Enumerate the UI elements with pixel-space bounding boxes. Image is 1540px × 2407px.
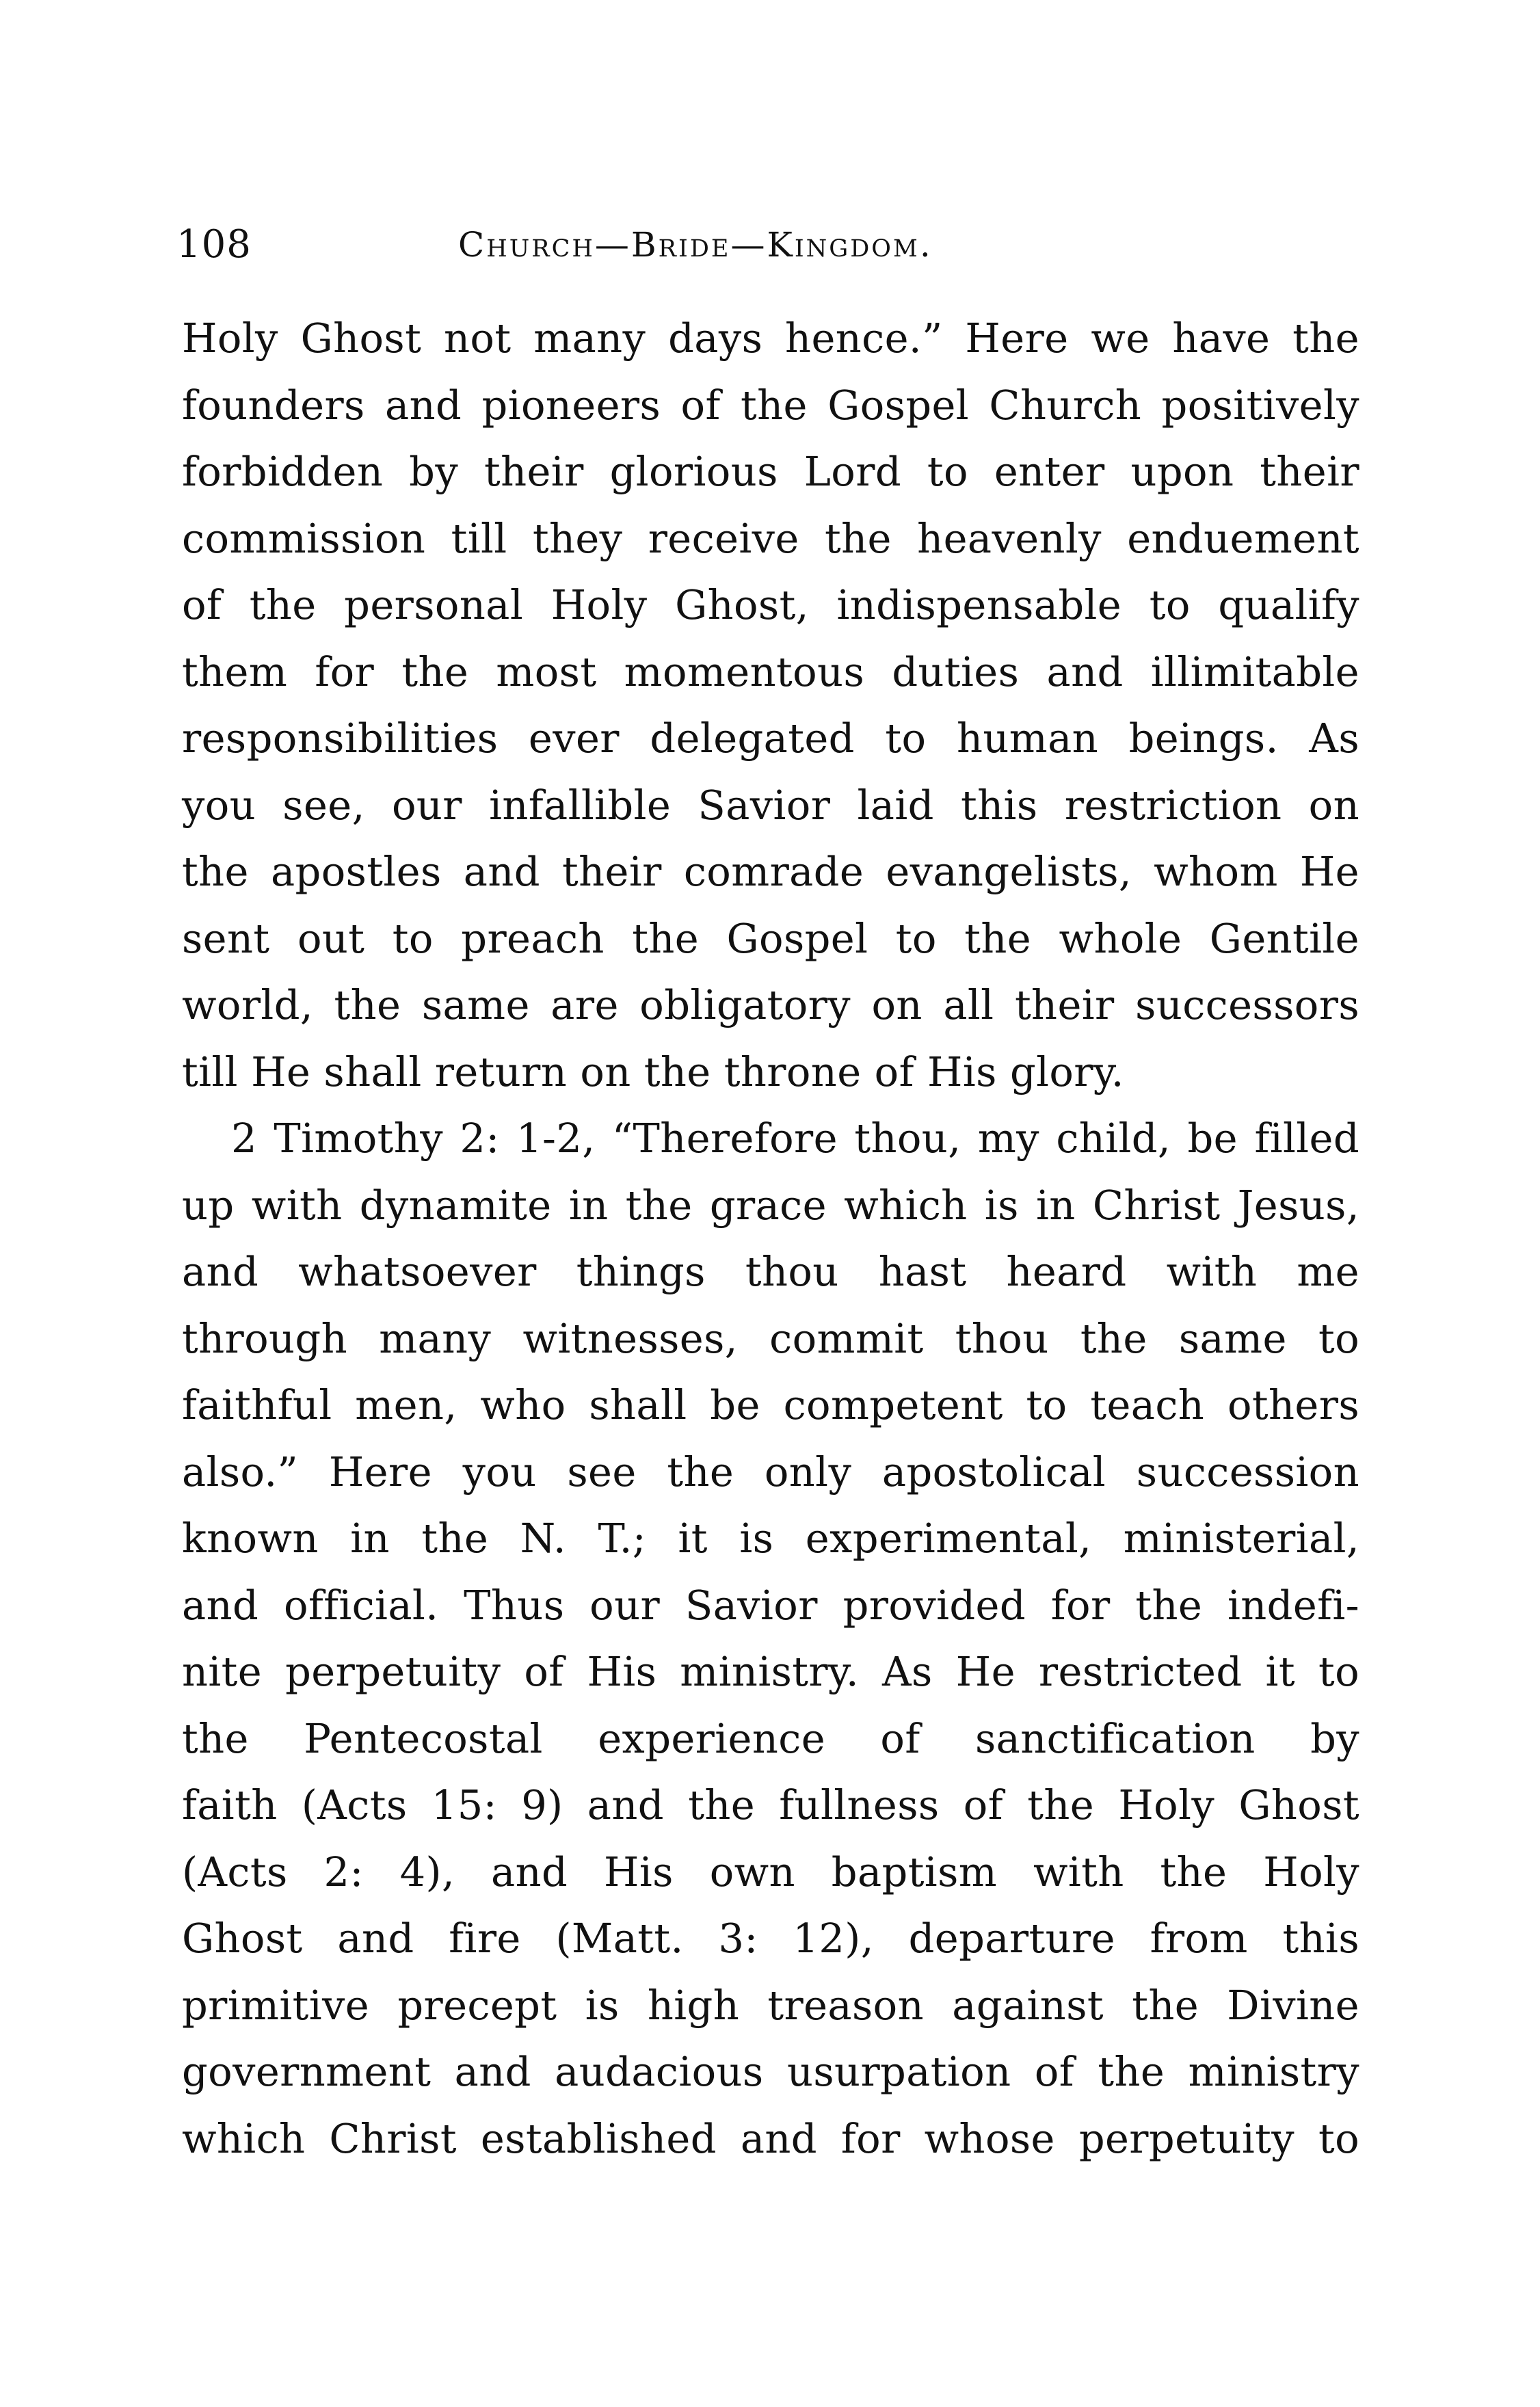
text-line: through many witnesses, commit thou the same to <box>182 1314 1359 1362</box>
text-line: also.” Here you see the only apostolical succession <box>182 1448 1359 1495</box>
text-line: sent out to preach the Gospel to the whole Gentile <box>182 914 1359 962</box>
text-line: up with dynamite in the grace which is in Christ Jesus, <box>182 1181 1359 1229</box>
text-line: (Acts 2: 4), and His own baptism with the Holy <box>182 1848 1359 1896</box>
text-line: responsibilities ever delegated to human beings. As <box>182 715 1359 762</box>
text-line: forbidden by their glorious Lord to enter upon their <box>182 448 1359 495</box>
text-line: them for the most momentous duties and illimitable <box>182 648 1359 695</box>
text-line: founders and pioneers of the Gospel Church positively <box>182 381 1359 429</box>
text-line: you see, our infallible Savior laid this restriction on <box>182 781 1359 829</box>
text-line: the Pentecostal experience of sanctification by <box>182 1714 1359 1762</box>
text-line: the apostles and their comrade evangelists, whom He <box>182 848 1359 895</box>
text-line: and whatsoever things thou hast heard with me <box>182 1248 1359 1295</box>
running-head <box>176 217 1359 272</box>
text-line: primitive precept is high treason against the Divine <box>182 1981 1359 2029</box>
text-line: of the personal Holy Ghost, indispensable to qualify <box>182 581 1359 628</box>
text-line: Holy Ghost not many days hence.” Here we have the <box>182 315 1359 362</box>
text-line: which Christ established and for whose perpetuity to <box>182 2114 1359 2162</box>
running-title: Church—Bride—Kingdom. <box>458 225 933 265</box>
paragraph-1 <box>182 305 1359 1105</box>
page-number: 108 <box>176 222 252 267</box>
text-line: faith (Acts 15: 9) and the fullness of the Holy Ghost <box>182 1781 1359 1828</box>
text-line: government and audacious usurpation of the ministry <box>182 2048 1359 2095</box>
paragraph-2 <box>182 1105 1359 2172</box>
text-line: till He shall return on the throne of His glory. <box>182 1048 1124 1095</box>
text-line: Ghost and fire (Matt. 3: 12), departure from this <box>182 1915 1359 1962</box>
text-line: nite perpetuity of His ministry. As He restricted it to <box>182 1648 1359 1695</box>
text-line: faithful men, who shall be competent to teach others <box>182 1381 1359 1428</box>
text-line: world, the same are obligatory on all their successors <box>182 981 1359 1028</box>
text-line: 2 Timothy 2: 1-2, “Therefore thou, my child, be filled <box>231 1115 1359 1162</box>
text-line: known in the N. T.; it is experimental, ministerial, <box>182 1515 1359 1562</box>
text-line: and official. Thus our Savior provided for the indefi- <box>182 1581 1359 1629</box>
text-line: commission till they receive the heavenly enduement <box>182 514 1359 562</box>
body-text <box>182 305 1359 2172</box>
